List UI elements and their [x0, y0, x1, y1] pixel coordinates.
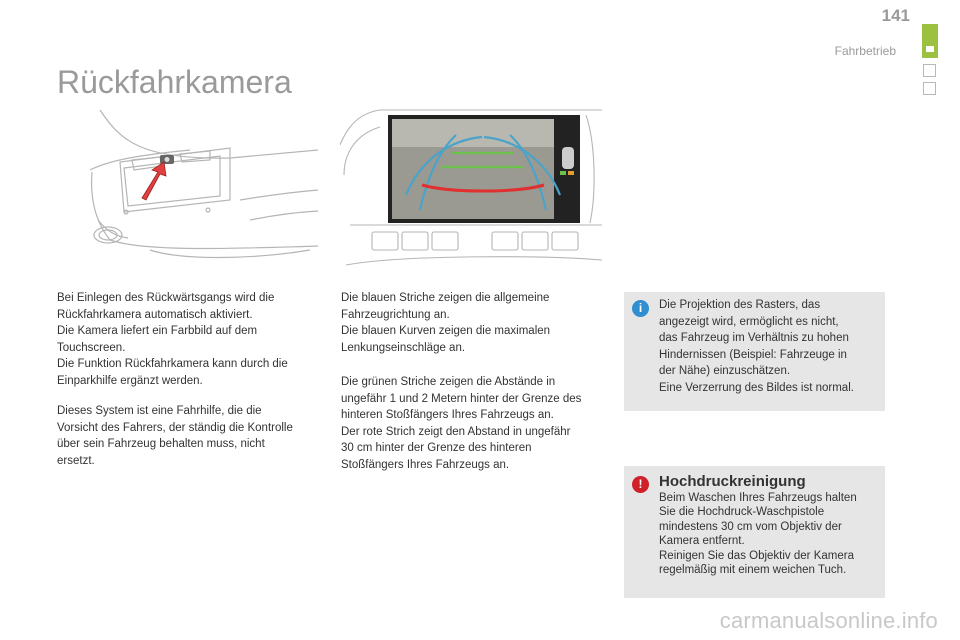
text-line: ersetzt.: [57, 454, 95, 467]
text-line: Lenkungseinschläge an.: [341, 341, 466, 354]
text-line: Bei Einlegen des Rückwärtsgangs wird die: [57, 292, 275, 304]
text-line: Fahrzeugrichtung an.: [341, 308, 450, 321]
warning-icon: !: [632, 476, 649, 493]
text-line: hinteren Stoßfängers Ihres Fahrzeugs an.: [341, 409, 554, 421]
text-line: regelmäßig mit einem weichen Tuch.: [659, 564, 847, 576]
warning-box: [624, 466, 885, 598]
text-line: Hindernissen (Beispiel: Fahrzeuge in: [659, 348, 847, 361]
text-line: Beim Waschen Ihres Fahrzeugs halten: [659, 491, 857, 504]
chapter-tab[interactable]: [923, 64, 936, 77]
text-column-1: [57, 290, 327, 483]
text-line: das Fahrzeug im Verhältnis zu hohen: [659, 332, 849, 344]
section-name: Fahrbetrieb: [834, 44, 896, 58]
text-line: Die blauen Kurven zeigen die maximalen: [341, 325, 551, 337]
page-title: Rückfahrkamera: [57, 64, 292, 100]
text-line: Eine Verzerrung des Bildes ist normal.: [659, 381, 854, 394]
paragraph: [341, 290, 611, 356]
info-box: [624, 292, 885, 411]
camera-lens-icon: [160, 155, 174, 164]
touchscreen-illustration: [340, 105, 602, 280]
text-line: Kamera entfernt.: [659, 535, 745, 547]
text-line: der Nähe) einzuschätzen.: [659, 365, 791, 377]
text-line: Stoßfängers Ihres Fahrzeugs an.: [341, 458, 510, 471]
text-line: 30 cm hinter der Grenze des hinteren: [341, 442, 532, 454]
text-line: über sein Fahrzeug behalten muss, nicht: [57, 438, 265, 450]
text-line: Der rote Strich zeigt den Abstand in ungefähr: [341, 425, 571, 438]
text-line: angezeigt wird, ermöglicht es nicht,: [659, 315, 839, 328]
text-line: Sie die Hochdruck-Waschpistole: [659, 506, 825, 518]
text-column-2: [341, 290, 611, 487]
car-rear-illustration: [80, 100, 320, 280]
warning-title: Hochdruckreinigung: [659, 473, 806, 490]
tab-marker: [926, 46, 934, 52]
text-line: Einparkhilfe ergänzt werden.: [57, 374, 203, 387]
text-line: Die Projektion des Rasters, das: [659, 299, 821, 311]
text-line: Die blauen Striche zeigen die allgemeine: [341, 292, 550, 304]
text-line: ungefähr 1 und 2 Metern hinter der Grenze des: [341, 392, 582, 405]
paragraph: [57, 290, 327, 389]
chapter-tab-active[interactable]: [922, 24, 938, 58]
info-text: [659, 297, 879, 396]
text-line: Vorsicht des Fahrers, der ständig die Kontrolle: [57, 421, 293, 434]
text-line: Die Funktion Rückfahrkamera kann durch die: [57, 358, 288, 370]
text-line: mindestens 30 cm vom Objektiv der: [659, 520, 842, 533]
text-line: Dieses System ist eine Fahrhilfe, die die: [57, 405, 262, 417]
info-icon: i: [632, 300, 649, 317]
chapter-tab[interactable]: [923, 82, 936, 95]
text-line: Die Kamera liefert ein Farbbild auf dem: [57, 325, 258, 337]
paragraph: [57, 403, 327, 469]
text-line: Die grünen Striche zeigen die Abstände in: [341, 376, 556, 388]
paragraph: [341, 374, 611, 473]
text-line: Rückfahrkamera automatisch aktiviert.: [57, 308, 253, 321]
warning-text: [659, 474, 881, 578]
page-number: 141: [881, 6, 910, 25]
text-line: Reinigen Sie das Objektiv der Kamera: [659, 549, 854, 562]
text-line: Touchscreen.: [57, 341, 126, 354]
watermark: carmanualsonline.info: [719, 608, 938, 633]
